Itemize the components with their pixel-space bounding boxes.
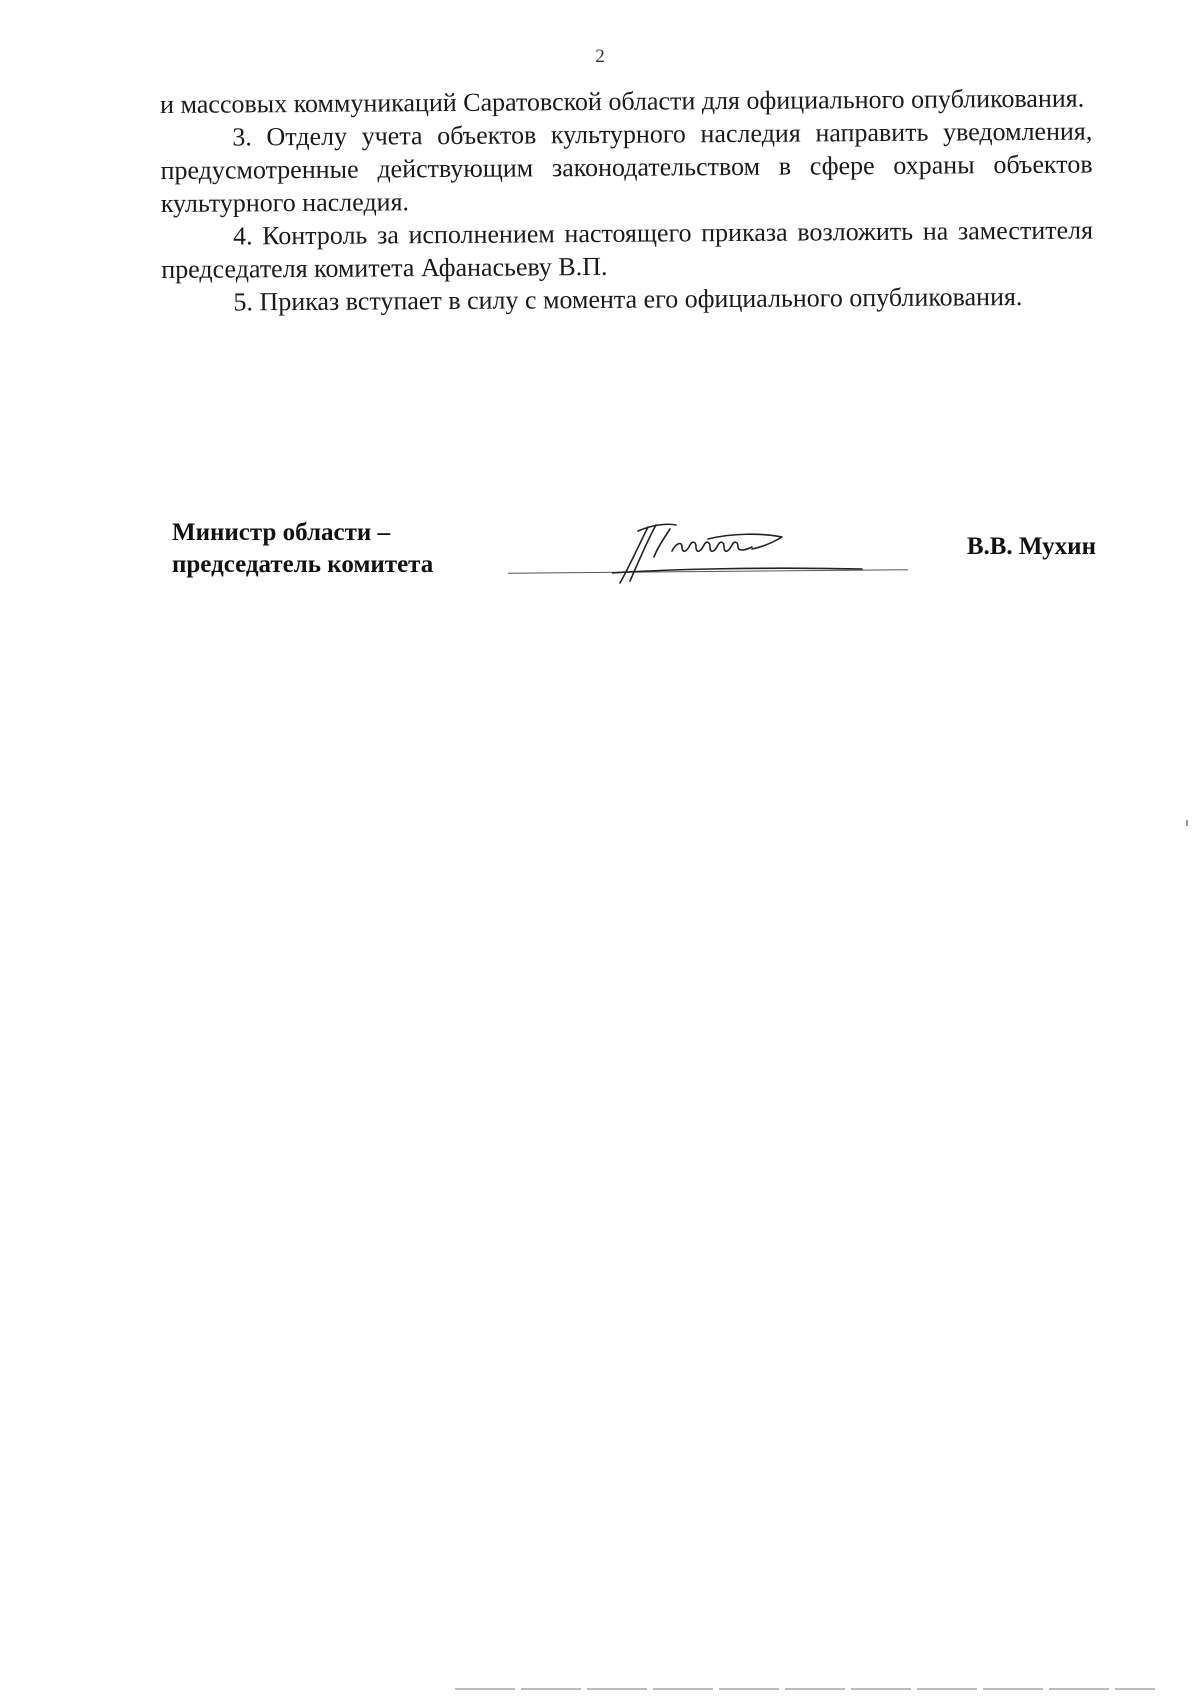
paragraph-item-5: 5. Приказ вступает в силу с момента его официального опубликования. (233, 281, 1023, 317)
paragraph-item-3: 3. Отделу учета объектов культурного наследия направить уведомления, предусмотренные действующим законодательством в сфере охраны объектов культурного наследия. (160, 116, 1093, 218)
handwritten-signature-icon (612, 517, 872, 587)
signer-position-line-1: Министр области – (172, 519, 391, 546)
page-number: 2 (595, 46, 605, 67)
signer-name: В.В. Мухин (966, 533, 1096, 560)
signer-position-line-2: председатель комитета (172, 551, 434, 578)
paragraph-item-4: 4. Контроль за исполнением настоящего приказа возложить на заместителя председателя комитета Афанасьеву В.П. (161, 215, 1094, 284)
scan-artifact (1186, 820, 1188, 826)
signature-block (172, 517, 1096, 597)
document-body (160, 81, 1094, 319)
scan-bottom-edge (455, 1688, 1155, 1690)
paragraph-continuation: и массовых коммуникаций Саратовской области для официального опубликования. (160, 83, 1085, 119)
signer-position (172, 517, 433, 581)
